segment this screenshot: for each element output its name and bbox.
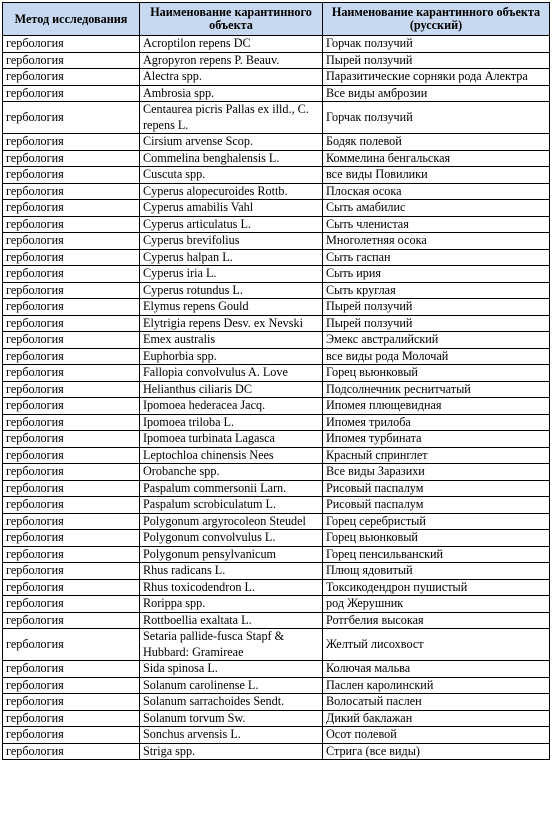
cell-russian-name: Осот полевой [323, 727, 550, 744]
cell-latin-name: Commelina benghalensis L. [140, 150, 323, 167]
table-row [3, 52, 550, 69]
cell-russian-name: Сыть амабилис [323, 200, 550, 217]
quarantine-objects-table [2, 2, 550, 760]
cell-russian-name: Дикий баклажан [323, 710, 550, 727]
cell-latin-name: Sonchus arvensis L. [140, 727, 323, 744]
cell-russian-name: Плоская осока [323, 183, 550, 200]
table-row [3, 694, 550, 711]
table-header [3, 3, 550, 36]
table-row [3, 743, 550, 760]
cell-latin-name: Agropyron repens P. Beauv. [140, 52, 323, 69]
table-row [3, 134, 550, 151]
cell-method: гербология [3, 266, 140, 283]
cell-method: гербология [3, 299, 140, 316]
cell-latin-name: Cyperus iria L. [140, 266, 323, 283]
table-row [3, 661, 550, 678]
cell-latin-name: Euphorbia spp. [140, 348, 323, 365]
cell-russian-name: Сыть гаспан [323, 249, 550, 266]
cell-latin-name: Sida spinosa L. [140, 661, 323, 678]
cell-latin-name: Cirsium arvense Scop. [140, 134, 323, 151]
cell-latin-name: Cyperus amabilis Vahl [140, 200, 323, 217]
cell-russian-name: Рисовый паспалум [323, 480, 550, 497]
cell-method: гербология [3, 381, 140, 398]
table-row [3, 200, 550, 217]
cell-method: гербология [3, 710, 140, 727]
cell-method: гербология [3, 431, 140, 448]
cell-latin-name: Polygonum convolvulus L. [140, 530, 323, 547]
table-row [3, 266, 550, 283]
table-row [3, 315, 550, 332]
cell-latin-name: Ipomoea turbinata Lagasca [140, 431, 323, 448]
cell-method: гербология [3, 249, 140, 266]
cell-russian-name: Горчак ползучий [323, 102, 550, 134]
cell-method: гербология [3, 167, 140, 184]
cell-method: гербология [3, 332, 140, 349]
cell-method: гербология [3, 629, 140, 661]
cell-russian-name: Ипомея плющевидная [323, 398, 550, 415]
cell-russian-name: Плющ ядовитый [323, 563, 550, 580]
table-row [3, 546, 550, 563]
cell-russian-name: Токсикодендрон пушистый [323, 579, 550, 596]
table-row [3, 447, 550, 464]
cell-latin-name: Solanum sarrachoides Sendt. [140, 694, 323, 711]
cell-method: гербология [3, 200, 140, 217]
cell-method: гербология [3, 183, 140, 200]
cell-russian-name: Бодяк полевой [323, 134, 550, 151]
cell-latin-name: Centaurea picris Pallas ex illd., C. repens L. [140, 102, 323, 134]
cell-russian-name: Горец вьюнковый [323, 365, 550, 382]
cell-method: гербология [3, 546, 140, 563]
table-row [3, 167, 550, 184]
table-row [3, 102, 550, 134]
cell-latin-name: Rhus radicans L. [140, 563, 323, 580]
table-row [3, 233, 550, 250]
cell-latin-name: Leptochloa chinensis Nees [140, 447, 323, 464]
cell-russian-name: Красный спринглет [323, 447, 550, 464]
table-row [3, 299, 550, 316]
table-row [3, 513, 550, 530]
cell-latin-name: Helianthus ciliaris DC [140, 381, 323, 398]
cell-russian-name: Коммелина бенгальская [323, 150, 550, 167]
table-row [3, 497, 550, 514]
cell-latin-name: Cyperus halpan L. [140, 249, 323, 266]
cell-latin-name: Cyperus rotundus L. [140, 282, 323, 299]
cell-russian-name: Сыть членистая [323, 216, 550, 233]
cell-russian-name: Стрига (все виды) [323, 743, 550, 760]
table-row [3, 282, 550, 299]
table-row [3, 183, 550, 200]
cell-russian-name: Горчак ползучий [323, 36, 550, 53]
cell-latin-name: Paspalum scrobiculatum L. [140, 497, 323, 514]
cell-method: гербология [3, 677, 140, 694]
cell-latin-name: Elymus repens Gould [140, 299, 323, 316]
cell-method: гербология [3, 661, 140, 678]
table-row [3, 216, 550, 233]
cell-russian-name: Паслен каролинский [323, 677, 550, 694]
cell-method: гербология [3, 282, 140, 299]
cell-latin-name: Ambrosia spp. [140, 85, 323, 102]
table-row [3, 332, 550, 349]
cell-russian-name: Колючая мальва [323, 661, 550, 678]
cell-latin-name: Emex australis [140, 332, 323, 349]
cell-method: гербология [3, 612, 140, 629]
header-object-name: Наименование карантинного объекта [140, 3, 323, 36]
cell-russian-name: Ипомея трилоба [323, 414, 550, 431]
cell-latin-name: Orobanche spp. [140, 464, 323, 481]
table-row [3, 727, 550, 744]
cell-latin-name: Rhus toxicodendron L. [140, 579, 323, 596]
cell-method: гербология [3, 464, 140, 481]
cell-russian-name: Рисовый паспалум [323, 497, 550, 514]
cell-method: гербология [3, 315, 140, 332]
cell-russian-name: Горец пенсильванский [323, 546, 550, 563]
cell-latin-name: Solanum torvum Sw. [140, 710, 323, 727]
header-method: Метод исследования [3, 3, 140, 36]
cell-latin-name: Ipomoea triloba L. [140, 414, 323, 431]
cell-method: гербология [3, 233, 140, 250]
cell-russian-name: род Жерушник [323, 596, 550, 613]
cell-russian-name: Все виды Заразихи [323, 464, 550, 481]
cell-russian-name: Ротгбелия высокая [323, 612, 550, 629]
cell-method: гербология [3, 102, 140, 134]
cell-method: гербология [3, 513, 140, 530]
table-row [3, 677, 550, 694]
cell-latin-name: Rottboellia exaltata L. [140, 612, 323, 629]
cell-latin-name: Cyperus brevifolius [140, 233, 323, 250]
cell-method: гербология [3, 150, 140, 167]
cell-russian-name: Сыть ирия [323, 266, 550, 283]
cell-method: гербология [3, 414, 140, 431]
cell-method: гербология [3, 563, 140, 580]
cell-russian-name: все виды Повилики [323, 167, 550, 184]
table-row [3, 464, 550, 481]
cell-method: гербология [3, 365, 140, 382]
table-body [3, 36, 550, 760]
cell-latin-name: Paspalum commersonii Larn. [140, 480, 323, 497]
cell-method: гербология [3, 69, 140, 86]
table-row [3, 69, 550, 86]
table-row [3, 348, 550, 365]
cell-latin-name: Rorippa spp. [140, 596, 323, 613]
table-row [3, 431, 550, 448]
table-row [3, 150, 550, 167]
table-row [3, 398, 550, 415]
cell-russian-name: Пырей ползучий [323, 299, 550, 316]
cell-method: гербология [3, 596, 140, 613]
cell-latin-name: Setaria pallide-fusca Stapf & Hubbard: Gramireae [140, 629, 323, 661]
cell-russian-name: Желтый лисохвост [323, 629, 550, 661]
cell-latin-name: Polygonum pensylvanicum [140, 546, 323, 563]
cell-russian-name: Пырей ползучий [323, 52, 550, 69]
cell-method: гербология [3, 348, 140, 365]
header-row [3, 3, 550, 36]
cell-method: гербология [3, 530, 140, 547]
cell-russian-name: Все виды амброзии [323, 85, 550, 102]
table-row [3, 85, 550, 102]
cell-latin-name: Polygonum argyrocoleon Steudel [140, 513, 323, 530]
cell-russian-name: Эмекс австралийский [323, 332, 550, 349]
table-row [3, 579, 550, 596]
cell-russian-name: Паразитические сорняки рода Алектра [323, 69, 550, 86]
cell-latin-name: Solanum carolinense L. [140, 677, 323, 694]
cell-latin-name: Elytrigia repens Desv. ex Nevski [140, 315, 323, 332]
cell-method: гербология [3, 579, 140, 596]
cell-method: гербология [3, 134, 140, 151]
table-row [3, 36, 550, 53]
cell-latin-name: Ipomoea hederacea Jacq. [140, 398, 323, 415]
cell-method: гербология [3, 497, 140, 514]
cell-russian-name: Пырей ползучий [323, 315, 550, 332]
cell-russian-name: Горец вьюнковый [323, 530, 550, 547]
cell-method: гербология [3, 398, 140, 415]
cell-method: гербология [3, 694, 140, 711]
cell-method: гербология [3, 727, 140, 744]
table-row [3, 563, 550, 580]
cell-russian-name: Подсолнечник реснитчатый [323, 381, 550, 398]
cell-russian-name: Горец серебристый [323, 513, 550, 530]
cell-latin-name: Striga spp. [140, 743, 323, 760]
table-row [3, 381, 550, 398]
cell-method: гербология [3, 480, 140, 497]
cell-latin-name: Alectra spp. [140, 69, 323, 86]
cell-latin-name: Fallopia convolvulus A. Love [140, 365, 323, 382]
cell-latin-name: Cyperus articulatus L. [140, 216, 323, 233]
cell-russian-name: Сыть круглая [323, 282, 550, 299]
cell-russian-name: Ипомея турбината [323, 431, 550, 448]
table-row [3, 249, 550, 266]
cell-method: гербология [3, 447, 140, 464]
table-row [3, 596, 550, 613]
table-row [3, 480, 550, 497]
cell-latin-name: Acroptilon repens DC [140, 36, 323, 53]
cell-method: гербология [3, 743, 140, 760]
cell-russian-name: все виды рода Молочай [323, 348, 550, 365]
header-object-name-russian: Наименование карантинного объекта (русский) [323, 3, 550, 36]
cell-russian-name: Многолетняя осока [323, 233, 550, 250]
cell-latin-name: Cuscuta spp. [140, 167, 323, 184]
table-row [3, 365, 550, 382]
cell-latin-name: Cyperus alopecuroides Rottb. [140, 183, 323, 200]
table-row [3, 710, 550, 727]
cell-russian-name: Волосатый паслен [323, 694, 550, 711]
table-row [3, 414, 550, 431]
cell-method: гербология [3, 85, 140, 102]
cell-method: гербология [3, 216, 140, 233]
table-row [3, 629, 550, 661]
table-row [3, 530, 550, 547]
cell-method: гербология [3, 36, 140, 53]
cell-method: гербология [3, 52, 140, 69]
table-row [3, 612, 550, 629]
